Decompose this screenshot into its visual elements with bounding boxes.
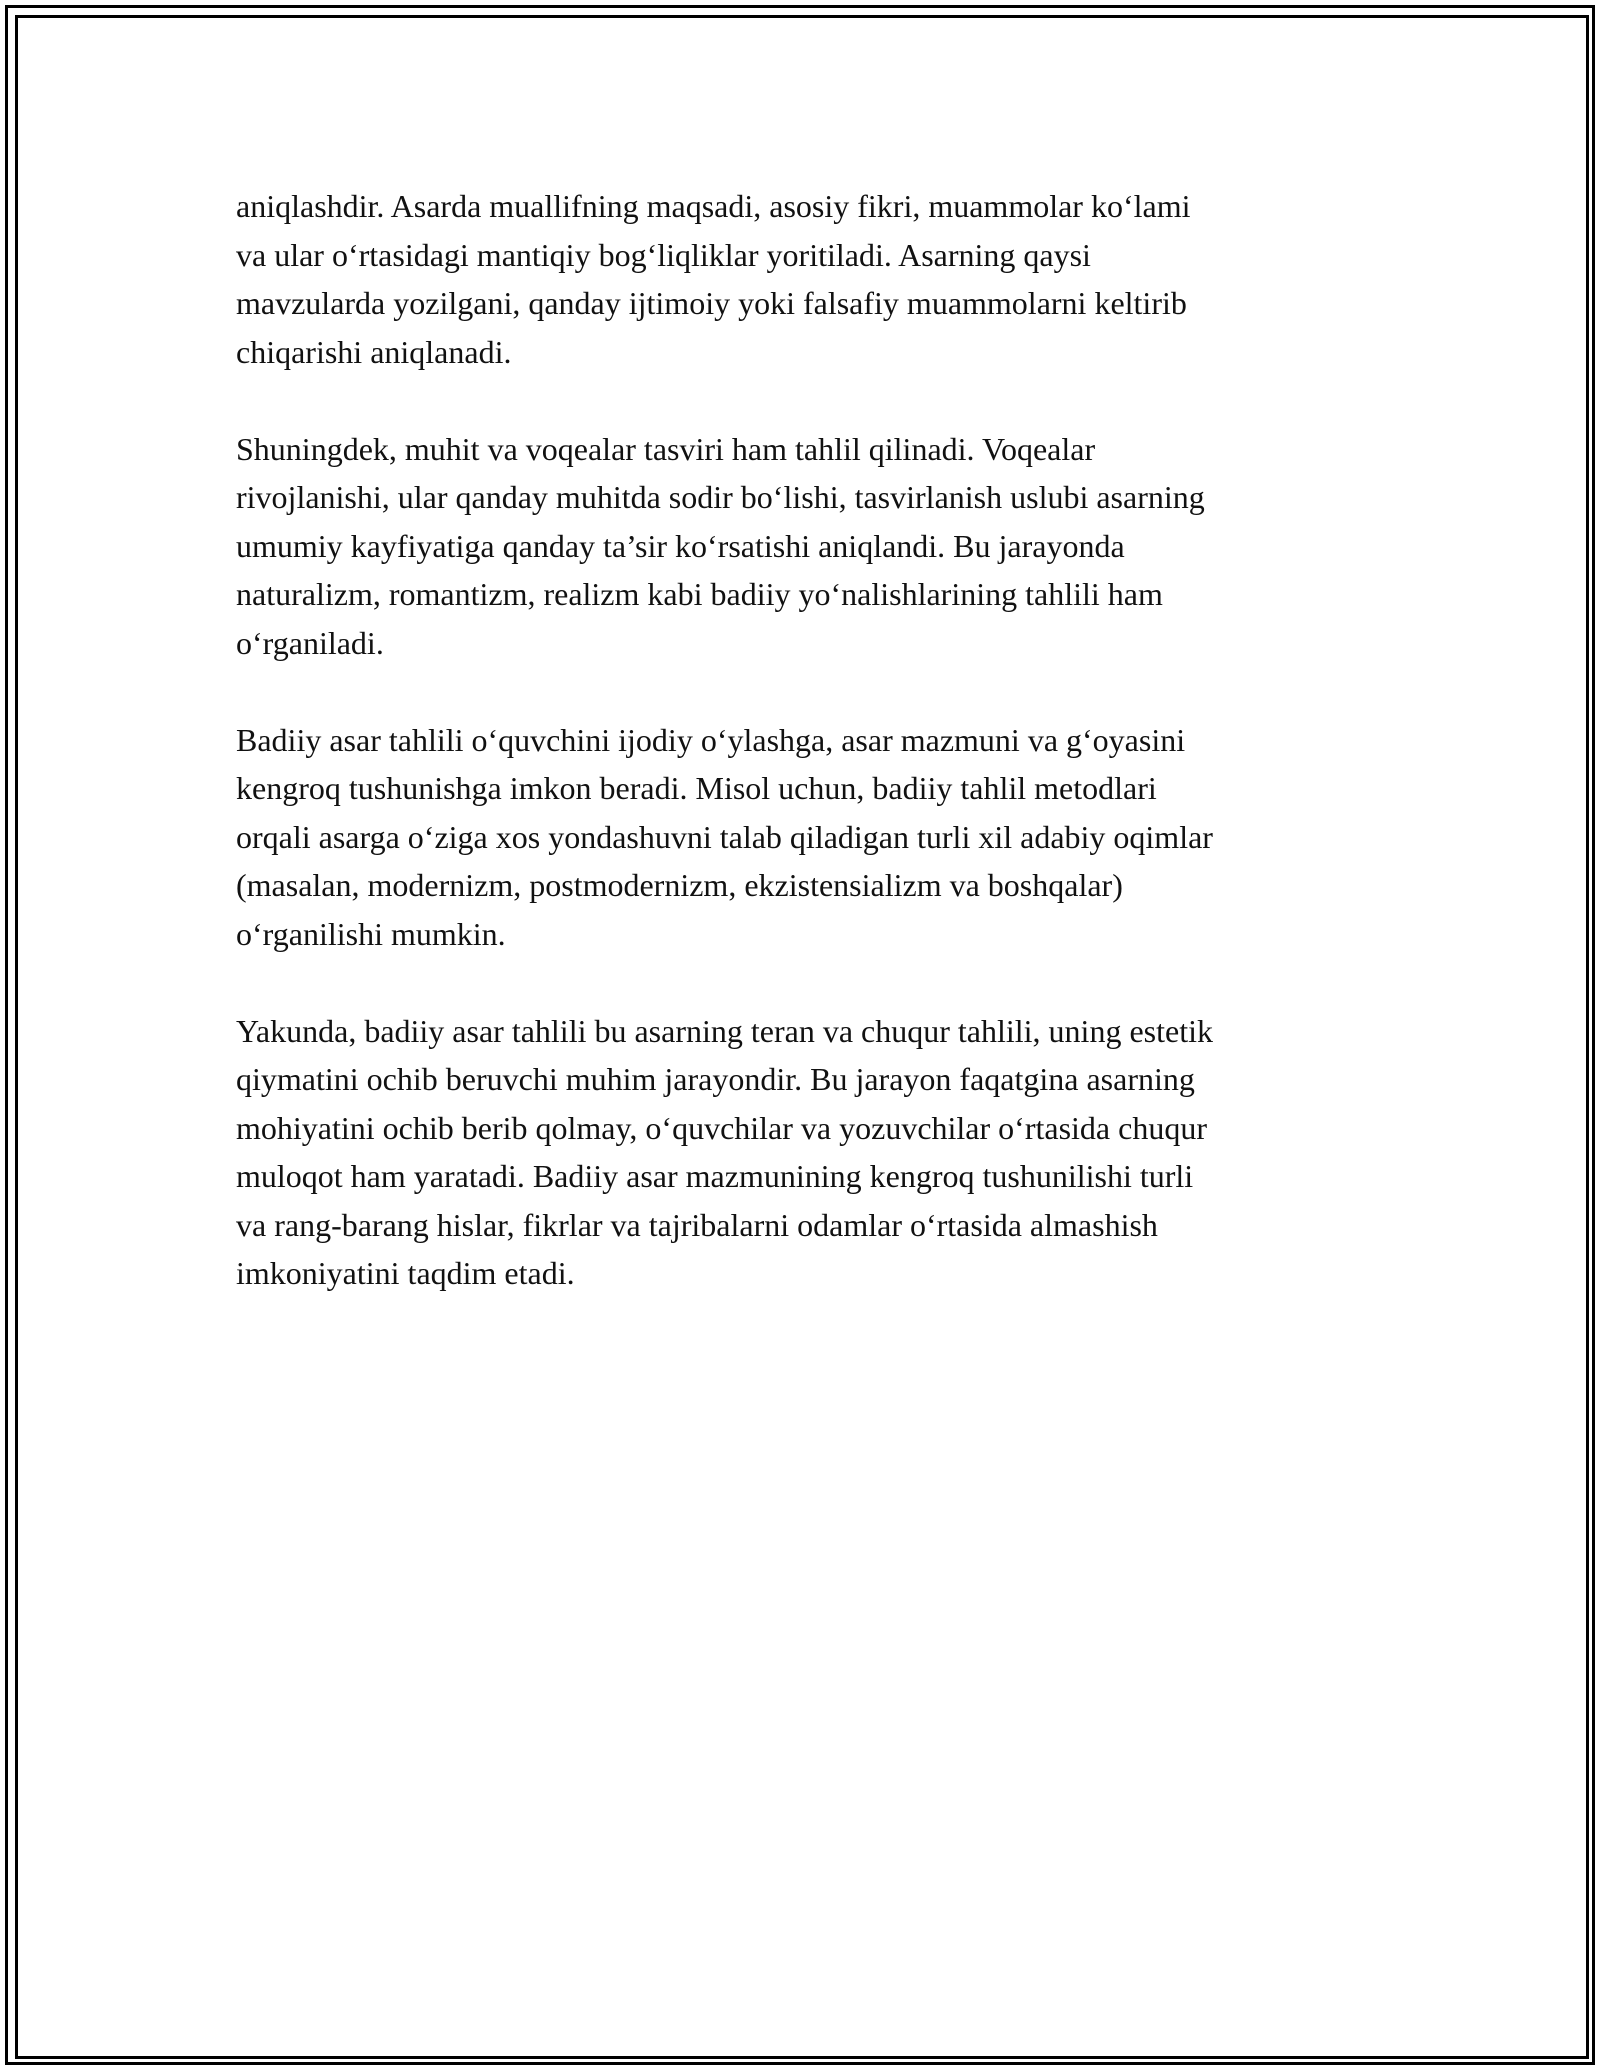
text-line: mohiyatini ochib berib qolmay, o‘quvchilar va yozuvchilar o‘rtasida chuqur bbox=[236, 1109, 1207, 1146]
text-line: chiqarishi aniqlanadi. bbox=[236, 333, 512, 370]
text-line: kengroq tushunishga imkon beradi. Misol uchun, badiiy tahlil metodlari bbox=[236, 770, 1157, 806]
text-line: va rang-barang hislar, fikrlar va tajribalarni odamlar o‘rtasida almashish bbox=[236, 1206, 1158, 1243]
text-line: va ular o‘rtasidagi mantiqiy bog‘liqliklar yoritiladi. Asarning qaysi bbox=[236, 236, 1091, 273]
text-line: o‘rganiladi. bbox=[236, 624, 384, 661]
text-line: naturalizm, romantizm, realizm kabi badiiy yo‘nalishlarining tahlili ham bbox=[236, 576, 1163, 612]
text-line: qiymatini ochib beruvchi muhim jarayondir. Bu jarayon faqatgina asarning bbox=[236, 1061, 1195, 1097]
text-line: mavzularda yozilgani, qanday ijtimoiy yoki falsafiy muammolarni keltirib bbox=[236, 285, 1187, 321]
text-line: (masalan, modernizm, postmodernizm, ekzistensializm va boshqalar) bbox=[236, 867, 1123, 903]
text-line: Shuningdek, muhit va voqealar tasviri ham tahlil qilinadi. Voqealar bbox=[236, 430, 1096, 467]
paragraph bbox=[236, 1007, 1366, 1298]
text-line: aniqlashdir. Asarda muallifning maqsadi, asosiy fikri, muammolar ko‘lami bbox=[236, 188, 1191, 224]
text-line: rivojlanishi, ular qanday muhitda sodir bo‘lishi, tasvirlanish uslubi asarning bbox=[236, 479, 1205, 515]
text-line: Badiiy asar tahlili o‘quvchini ijodiy o‘ylashga, asar mazmuni va g‘oyasini bbox=[236, 721, 1186, 758]
document-body bbox=[236, 182, 1366, 1346]
text-line: Yakunda, badiiy asar tahlili bu asarning teran va chuqur tahlili, uning estetik bbox=[236, 1012, 1213, 1049]
text-line: imkoniyatini taqdim etadi. bbox=[236, 1255, 575, 1291]
paragraph bbox=[236, 182, 1366, 376]
text-line: orqali asarga o‘ziga xos yondashuvni talab qiladigan turli xil adabiy oqimlar bbox=[236, 818, 1213, 855]
text-line: o‘rganilishi mumkin. bbox=[236, 915, 506, 952]
text-line: muloqot ham yaratadi. Badiiy asar mazmunining kengroq tushunilishi turli bbox=[236, 1158, 1194, 1194]
paragraph bbox=[236, 716, 1366, 959]
paragraph bbox=[236, 425, 1366, 668]
text-line: umumiy kayfiyatiga qanday ta’sir ko‘rsatishi aniqlandi. Bu jarayonda bbox=[236, 527, 1125, 564]
